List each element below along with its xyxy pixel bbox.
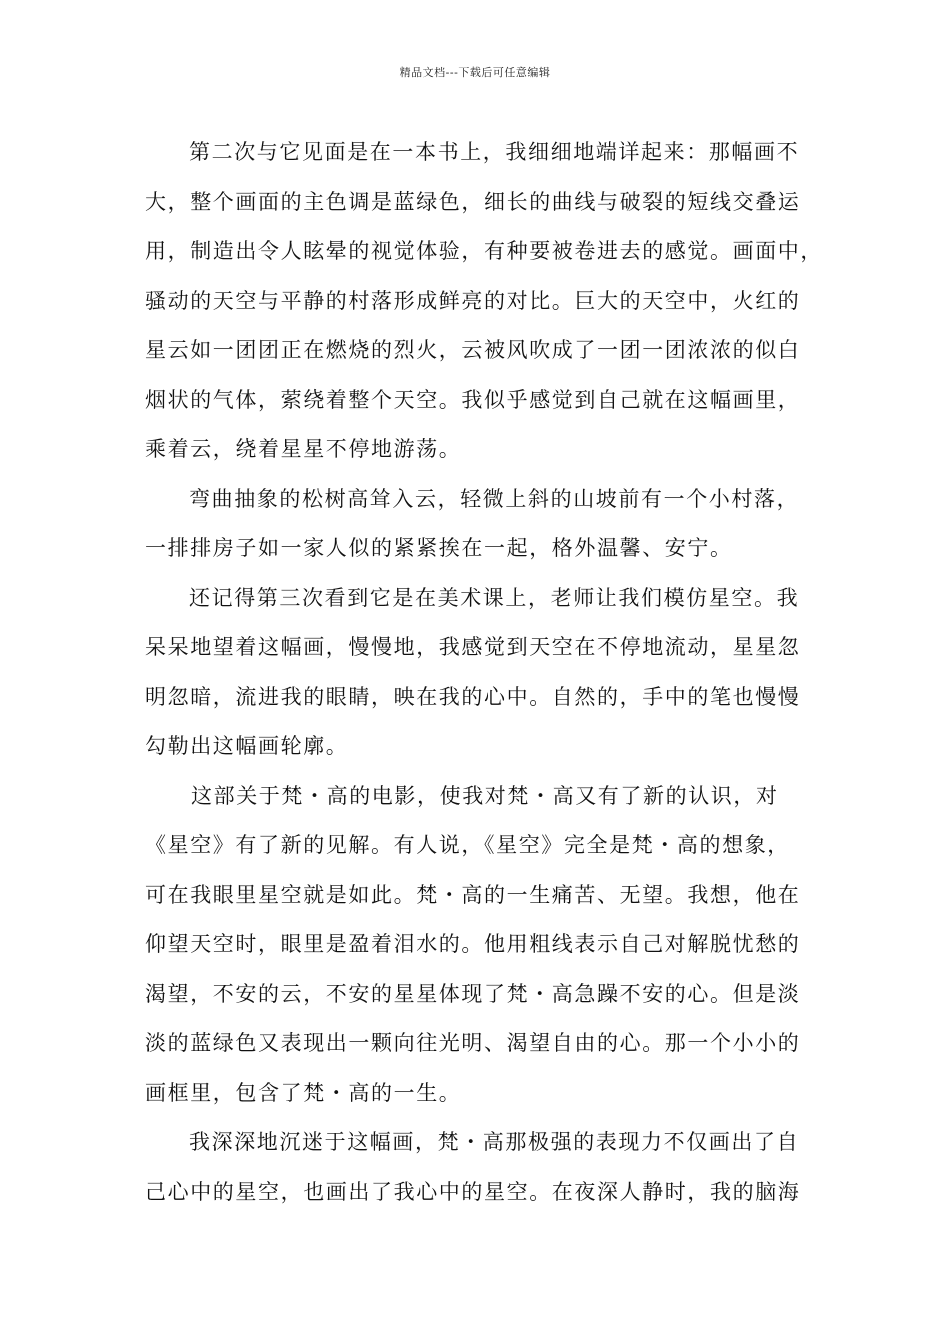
paragraph-4 [145,772,825,1119]
paragraph-5 [145,1118,825,1217]
text-line: 可在我眼里星空就是如此。梵・高的一生痛苦、无望。我想，他在 [145,882,801,907]
text-line: 烟状的气体，萦绕着整个天空。我似乎感觉到自己就在这幅画里， [145,387,801,412]
document-body [145,128,825,1217]
paragraph-3 [145,574,825,772]
text-line: 画框里，包含了梵・高的一生。 [145,1080,462,1105]
text-line: 第二次与它见面是在一本书上，我细细地端详起来：那幅画不 [189,140,800,164]
text-line: 勾勒出这幅画轮廓。 [145,734,349,758]
text-line: 渴望，不安的云，不安的星星体现了梵・高急躁不安的心。但是淡 [145,981,801,1006]
paragraph-2 [145,475,825,574]
text-line: 还记得第三次看到它是在美术课上，老师让我们模仿星空。我 [189,585,800,610]
text-line: 明忽暗，流进我的眼睛，映在我的心中。自然的，手中的笔也慢慢 [145,684,801,709]
text-line: 呆呆地望着这幅画，慢慢地，我感觉到天空在不停地流动，星星忽 [145,635,801,659]
text-line: 《星空》有了新的见解。有人说，《星空》完全是梵・高的想象， [145,833,790,857]
text-line: 仰望天空时，眼里是盈着泪水的。他用粗线表示自己对解脱忧愁的 [145,932,801,956]
text-line: 乘着云，绕着星星不停地游荡。 [145,437,462,461]
text-line: 用，制造出令人眩晕的视觉体验，有种要被卷进去的感觉。画面中， [145,239,823,263]
text-line: 一排排房子如一家人似的紧紧挨在一起，格外温馨、安宁。 [145,536,733,560]
paragraph-1 [145,128,825,475]
text-line: 弯曲抽象的松树高耸入云，轻微上斜的山坡前有一个小村落， [189,486,800,511]
text-line: 己心中的星空，也画出了我心中的星空。在夜深人静时，我的脑海 [145,1179,801,1204]
text-line: 我深深地沉迷于这幅画，梵・高那极强的表现力不仅画出了自 [189,1130,800,1154]
text-line: 大，整个画面的主色调是蓝绿色，细长的曲线与破裂的短线交叠运 [145,189,801,214]
text-line: 这部关于梵・高的电影，使我对梵・高又有了新的认识，对 [191,783,779,808]
page-header: 精品文档---下载后可任意编辑 [399,66,551,79]
text-line: 星云如一团团正在燃烧的烈火，云被风吹成了一团一团浓浓的似白 [145,338,801,362]
text-line: 淡的蓝绿色又表现出一颗向往光明、渴望自由的心。那一个小小的 [145,1031,801,1055]
text-line: 骚动的天空与平静的村落形成鲜亮的对比。巨大的天空中，火红的 [145,288,801,313]
